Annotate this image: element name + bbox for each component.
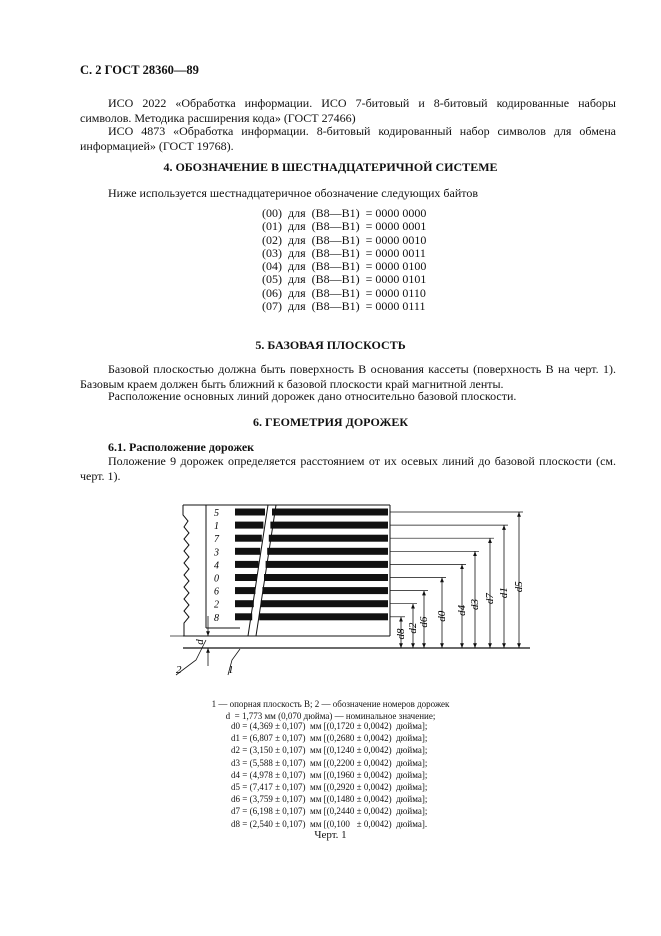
track-bar-right bbox=[270, 522, 388, 529]
track-bar-right bbox=[262, 587, 388, 594]
hex-code-row: (06) для (B8—B1) = 0000 0110 bbox=[262, 285, 426, 300]
hex-code-row: (01) для (B8—B1) = 0000 0001 bbox=[262, 219, 427, 234]
tape-left-edge bbox=[183, 505, 189, 636]
legend-item: d6 = (3,759 ± 0,107) мм [(0,1480 ± 0,0042) дюйма]; bbox=[231, 794, 428, 805]
callout-2-leader bbox=[176, 640, 206, 675]
track-bar-right bbox=[272, 509, 388, 516]
track-bar-right bbox=[264, 574, 388, 581]
track-bar-left bbox=[235, 522, 263, 529]
hex-code-row: (04) для (B8—B1) = 0000 0100 bbox=[262, 259, 427, 274]
legend-item: d1 = (6,807 ± 0,107) мм [(0,2680 ± 0,0042) дюйма]; bbox=[231, 733, 428, 744]
track-number-label: 2 bbox=[214, 599, 219, 611]
legend-dimension-list bbox=[231, 720, 427, 830]
hex-code-row: (05) для (B8—B1) = 0000 0101 bbox=[262, 272, 427, 287]
callout-1-label: 1 bbox=[228, 664, 234, 676]
track-number-label: 6 bbox=[214, 586, 219, 598]
section-5-para-2: Расположение основных линий дорожек дано относительно базовой плоскости. bbox=[108, 389, 517, 403]
track-bar-left bbox=[235, 587, 255, 594]
dimension-label: d7 bbox=[484, 593, 496, 605]
hex-code-row: (03) для (B8—B1) = 0000 0011 bbox=[262, 245, 426, 260]
dimension-label: d3 bbox=[469, 598, 481, 610]
d-dimension-label: d bbox=[194, 639, 206, 645]
track-number-label: 1 bbox=[214, 521, 219, 533]
track-bar-left bbox=[235, 574, 257, 581]
hex-code-row: (00) для (B8—B1) = 0000 0000 bbox=[262, 206, 427, 220]
legend-item: d4 = (4,978 ± 0,107) мм [(0,1960 ± 0,0042) дюйма]; bbox=[231, 769, 428, 780]
track-bar-right bbox=[259, 613, 388, 620]
figure-legend bbox=[0, 698, 661, 722]
tape-break-line-2 bbox=[256, 505, 276, 636]
section-5-para-1: Базовой плоскостью должна быть поверхность B основания кассеты (поверхность B на черт. 1). Базовым краем должен быть ближний к базовой плоскости край магнитной ленты. bbox=[80, 362, 616, 391]
callout-2-label: 2 bbox=[176, 664, 182, 676]
legend-item: d8 = (2,540 ± 0,107) мм [(0,100 ± 0,0042) дюйма]. bbox=[231, 818, 428, 829]
track-bar-left bbox=[235, 561, 259, 568]
subsection-6-1-title: 6.1. Расположение дорожек bbox=[108, 440, 255, 454]
dimension-label: d6 bbox=[418, 616, 430, 628]
hex-code-row: (02) для (B8—B1) = 0000 0010 bbox=[262, 232, 427, 247]
track-bar-left bbox=[235, 613, 252, 620]
page-header: С. 2 ГОСТ 28360—89 bbox=[80, 63, 199, 77]
track-number-label: 3 bbox=[214, 547, 219, 559]
track-number-label: 7 bbox=[214, 534, 219, 546]
track-number-label: 8 bbox=[214, 612, 219, 624]
reference-iso-4873: ИСО 4873 «Обработка информации. 8-битовый кодированный набор символов для обмена информацией» (ГОСТ 19768). bbox=[80, 124, 616, 153]
callout-1-leader bbox=[228, 649, 240, 675]
legend-item: d2 = (3,150 ± 0,107) мм [(0,1240 ± 0,0042) дюйма]; bbox=[231, 745, 428, 756]
dimension-label: d4 bbox=[456, 604, 468, 616]
legend-line-1: 1 — опорная плоскость B; 2 — обозначение номеров дорожек bbox=[211, 699, 450, 709]
track-bar-left bbox=[235, 535, 262, 542]
subsection-6-1-para: Положение 9 дорожек определяется расстоянием от их осевых линий до базовой плоскости (см. черт. 1). bbox=[80, 454, 616, 483]
legend-item: d5 = (7,417 ± 0,107) мм [(0,2920 ± 0,0042) дюйма]; bbox=[231, 782, 428, 793]
section-4-title: 4. ОБОЗНАЧЕНИЕ В ШЕСТНАДЦАТЕРИЧНОЙ СИСТЕМЕ bbox=[163, 160, 498, 174]
track-number-label: 5 bbox=[214, 508, 219, 519]
track-number-label: 0 bbox=[214, 573, 219, 585]
section-6-title: 6. ГЕОМЕТРИЯ ДОРОЖЕК bbox=[252, 415, 409, 429]
track-bar-left bbox=[235, 509, 265, 516]
legend-item: d7 = (6,198 ± 0,107) мм [(0,2440 ± 0,0042) дюйма]; bbox=[231, 806, 428, 817]
figure-caption: Черт. 1 bbox=[314, 829, 347, 841]
tape-break-line-1 bbox=[248, 505, 268, 636]
track-number-label: 4 bbox=[214, 560, 219, 572]
track-bar-right bbox=[266, 561, 388, 568]
track-bar-right bbox=[269, 535, 388, 542]
section-5-title: 5. БАЗОВАЯ ПЛОСКОСТЬ bbox=[255, 338, 406, 352]
reference-iso-2022: ИСО 2022 «Обработка информации. ИСО 7-битовый и 8-битовый кодированные наборы символов. Методика расширения кода» (ГОСТ 27466) bbox=[80, 96, 616, 125]
legend-item: d0 = (4,369 ± 0,107) мм [(0,1720 ± 0,0042) дюйма]; bbox=[231, 721, 428, 731]
dimension-label: d0 bbox=[436, 610, 448, 622]
dimension-label: d1 bbox=[498, 587, 510, 599]
legend-line-2: d = 1,773 мм (0,070 дюйма) — номинальное значение; bbox=[225, 711, 436, 722]
track-bar-left bbox=[235, 548, 260, 555]
track-bar-right bbox=[261, 600, 388, 607]
dimension-label: d5 bbox=[513, 581, 525, 593]
hex-code-row: (07) для (B8—B1) = 0000 0111 bbox=[262, 299, 426, 314]
dimension-label: d2 bbox=[407, 622, 419, 634]
section-4-intro: Ниже используется шестнадцатеричное обозначение следующих байтов bbox=[108, 186, 479, 200]
dimension-label: d8 bbox=[395, 628, 407, 640]
track-bar-right bbox=[267, 548, 388, 555]
hex-code-list bbox=[262, 207, 426, 313]
legend-item: d3 = (5,588 ± 0,107) мм [(0,2200 ± 0,0042) дюйма]; bbox=[231, 757, 428, 768]
track-bar-left bbox=[235, 600, 254, 607]
